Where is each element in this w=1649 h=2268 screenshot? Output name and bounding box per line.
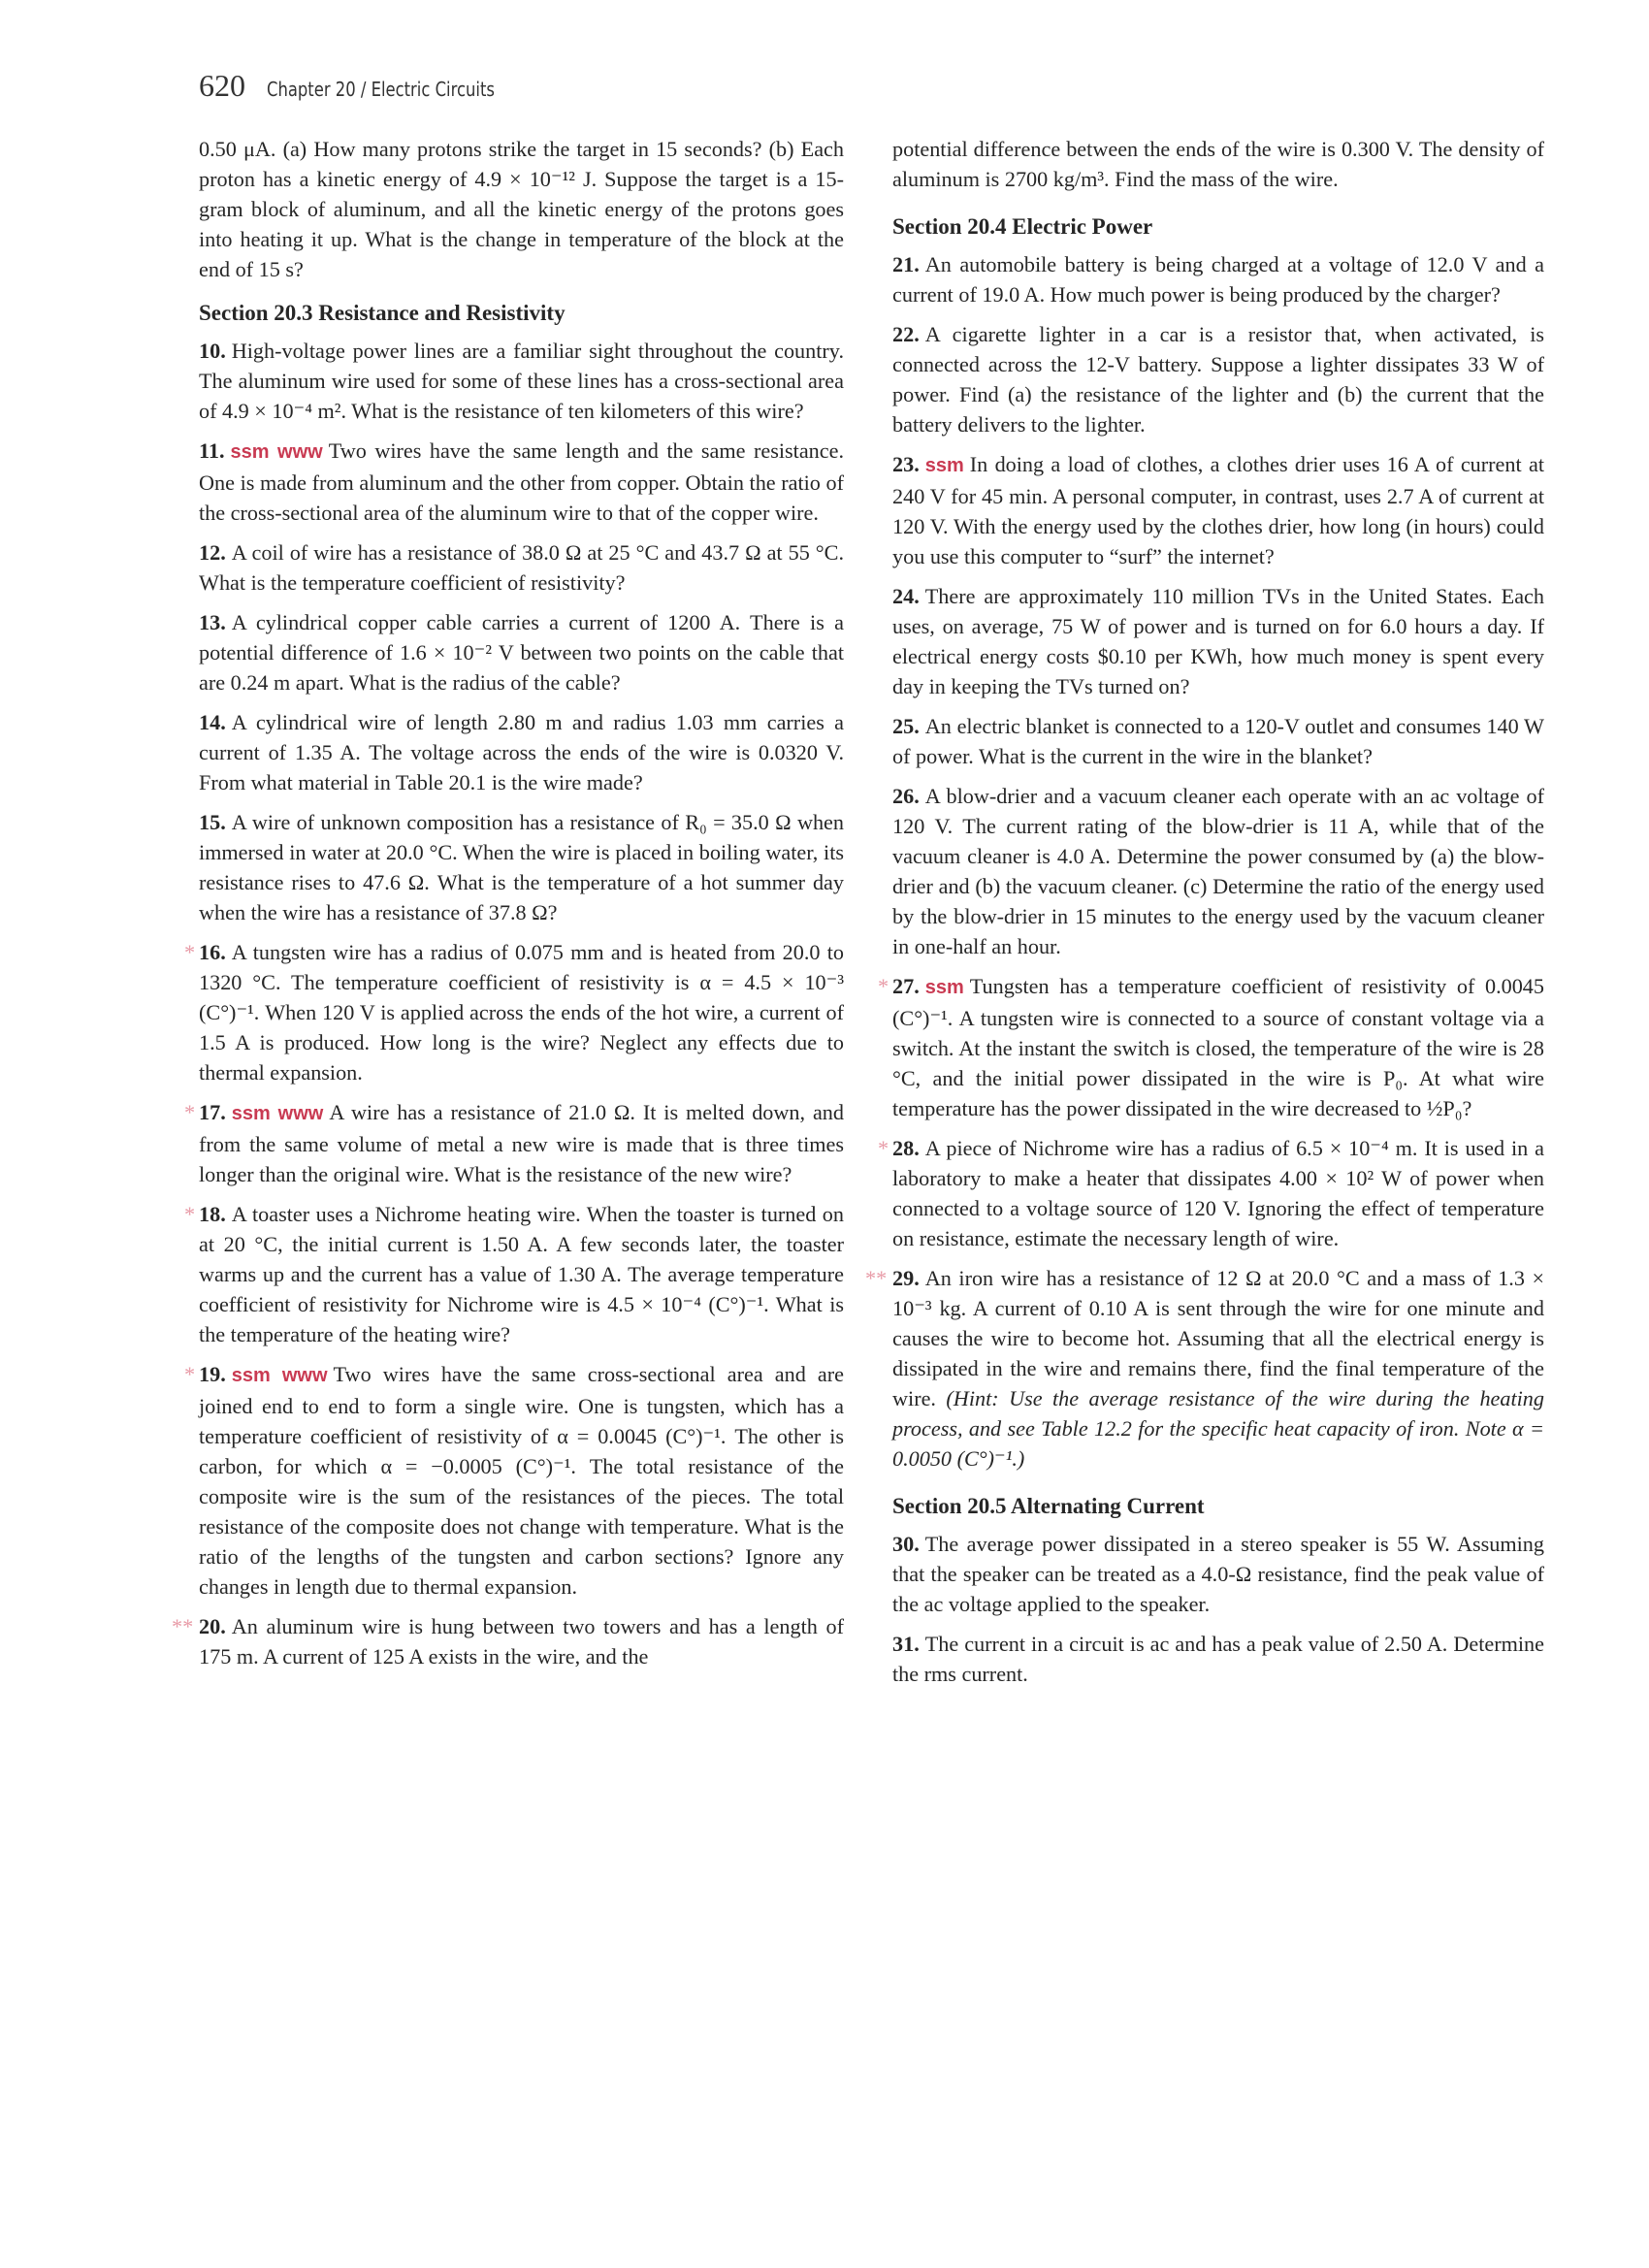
problem-item: [892, 249, 1544, 309]
problem-number: 12.: [199, 540, 226, 565]
problem-item: [199, 607, 844, 697]
section-title: Section 20.3 Resistance and Resistivity: [199, 301, 566, 325]
problem-number: 10.: [199, 339, 226, 363]
problem-number: 29.: [892, 1266, 920, 1290]
problem-list: [172, 336, 844, 1671]
problem-item: [892, 581, 1544, 701]
problem-hint: (Hint: Use the average resistance of the wire during the heating process, and see Table 12.2 for the specific heat capacity of iron. Note α = 0.0050 (C°)⁻¹.): [892, 1386, 1544, 1471]
chapter-title: Chapter 20 / Electric Circuits: [267, 78, 495, 101]
problem-text: A wire has a resistance of 21.0 Ω. It is melted down, and from the same volume of metal a new wire is made that is three times longer than the original wire. What is the resistance of the new wire?: [199, 1100, 844, 1186]
page-header: [199, 68, 544, 104]
problem-number: 22.: [892, 322, 920, 346]
problem-number: 19.: [199, 1362, 226, 1386]
section-title: Section 20.5 Alternating Current: [892, 1494, 1205, 1518]
problem-number: 20.: [199, 1614, 226, 1638]
page-number: 620: [199, 68, 245, 103]
difficulty-marker: *: [184, 1202, 196, 1226]
problem-number: 11.: [199, 438, 225, 463]
problem-number: 16.: [199, 940, 226, 964]
problem-text: A cylindrical copper cable carries a current of 1200 A. There is a potential difference of 1.6 × 10⁻² V between two points on the cable that are 0.24 m apart. What is the radius of the cable?: [199, 610, 844, 695]
problem-number: 13.: [199, 610, 226, 634]
problem-text: An electric blanket is connected to a 120-V outlet and consumes 140 W of power. What is the current in the wire in the blanket?: [892, 714, 1544, 768]
problem-text: A coil of wire has a resistance of 38.0 Ω at 25 °C and 43.7 Ω at 55 °C. What is the temperature coefficient of resistivity?: [199, 540, 844, 595]
problem-text: The average power dissipated in a stereo speaker is 55 W. Assuming that the speaker can be treated as a 4.0-Ω resistance, find the peak value of the ac voltage applied to the speaker.: [892, 1532, 1544, 1616]
section-title: Section 20.4 Electric Power: [892, 214, 1153, 239]
problem-number: 28.: [892, 1136, 920, 1160]
difficulty-marker: *: [878, 1136, 889, 1160]
continuation-text: 0.50 μA. (a) How many protons strike the target in 15 seconds? (b) Each proton has a kinetic energy of 4.9 × 10⁻¹² J. Suppose the target is a 15-gram block of aluminum, and all the kinetic energy of the protons goes into heating it up. What is the change in temperature of the block at the end of 15 s?: [199, 137, 844, 281]
problem-item: [184, 1097, 844, 1189]
problem-text: There are approximately 110 million TVs in the United States. Each uses, on average, 75 W of power and is turned on for 6.0 hours a day. If electrical energy costs $0.10 per KWh, how much money is spent every day in keeping the TVs turned on?: [892, 584, 1544, 698]
problem-number: 18.: [199, 1202, 226, 1226]
problem-number: 23.: [892, 452, 920, 476]
problem-item: [184, 1359, 844, 1602]
resource-tag: ssm: [924, 977, 964, 998]
problem-item: [199, 336, 844, 426]
problem-text: A toaster uses a Nichrome heating wire. When the toaster is turned on at 20 °C, the initial current is 1.50 A. A few seconds later, the toaster warms up and the current has a value of 1.30 A. The average temperature coefficient of resistivity for Nichrome wire is 4.5 × 10⁻⁴ (C°)⁻¹. What is the temperature of the heating wire?: [199, 1202, 844, 1346]
problem-item: [199, 537, 844, 598]
problem-number: 17.: [199, 1100, 226, 1124]
problem-item: [892, 319, 1544, 439]
problem-number: 30.: [892, 1532, 920, 1556]
resource-tag: ssm www: [231, 1365, 328, 1386]
problem-number: 26.: [892, 784, 920, 808]
problem-item: [892, 1529, 1544, 1619]
problem-item: [892, 1629, 1544, 1689]
difficulty-marker: *: [184, 1100, 196, 1124]
problem-text: A cigarette lighter in a car is a resistor that, when activated, is connected across the 12-V battery. Suppose a lighter dissipates 33 W of power. Find (a) the resistance of the lighter and (b) the current that the battery delivers to the lighter.: [892, 322, 1544, 437]
problem-item: [892, 711, 1544, 771]
problem-text: In doing a load of clothes, a clothes drier uses 16 A of current at 240 V for 45 min. A personal computer, in contrast, uses 2.7 A of current at 120 V. With the energy used by the clothes drier, how long (in hours) could you use this computer to “surf” the internet?: [892, 452, 1544, 568]
difficulty-marker: *: [878, 974, 889, 998]
resource-tag: ssm: [924, 455, 964, 476]
difficulty-marker: *: [184, 940, 196, 964]
problem-number: 31.: [892, 1632, 920, 1656]
problem-text: High-voltage power lines are a familiar sight throughout the country. The aluminum wire used for some of these lines has a cross-sectional area of 4.9 × 10⁻⁴ m². What is the resistance of ten kilometers of this wire?: [199, 339, 844, 423]
problem-item: [172, 1611, 844, 1671]
problem-item: [199, 707, 844, 797]
problem-text: The current in a circuit is ac and has a peak value of 2.50 A. Determine the rms current.: [892, 1632, 1544, 1686]
problem-list: [865, 249, 1544, 1474]
problem-item: [865, 1263, 1544, 1474]
problem-text: An automobile battery is being charged at a voltage of 12.0 V and a current of 19.0 A. How much power is being produced by the charger?: [892, 252, 1544, 307]
problem-text: Tungsten has a temperature coefficient of resistivity of 0.0045 (C°)⁻¹. A tungsten wire is connected to a source of constant voltage via a switch. At the instant the switch is closed, the temperature of the wire is 28 °C, and the initial power dissipated in the wire is P₀. At what wire temperature has the power dissipated in the wire decreased to ½P₀?: [892, 974, 1544, 1120]
difficulty-marker: *: [184, 1362, 196, 1386]
problem-number: 25.: [892, 714, 920, 738]
problem-text: A wire of unknown composition has a resistance of R₀ = 35.0 Ω when immersed in water at 20.0 °C. When the wire is placed in boiling water, its resistance rises to 47.6 Ω. What is the temperature of a hot summer day when the wire has a resistance of 37.8 Ω?: [199, 810, 844, 924]
problem-number: 27.: [892, 974, 920, 998]
problem-item: [184, 937, 844, 1087]
problem-text: An iron wire has a resistance of 12 Ω at 20.0 °C and a mass of 1.3 × 10⁻³ kg. A current of 0.10 A is sent through the wire for one minute and causes the wire to become hot. Assuming that all the electrical energy is dissipated in the wire and remains there, find the final temperature of the wire.: [892, 1266, 1544, 1410]
problem-item: [892, 449, 1544, 571]
problem-item: [199, 807, 844, 927]
problem-list: [892, 1529, 1544, 1689]
problem-number: 14.: [199, 710, 226, 734]
continuation-text: potential difference between the ends of the wire is 0.300 V. The density of aluminum is 2700 kg/m³. Find the mass of the wire.: [892, 137, 1544, 191]
problem-number: 21.: [892, 252, 920, 276]
problem-item: [878, 971, 1544, 1123]
problem-text: A tungsten wire has a radius of 0.075 mm and is heated from 20.0 to 1320 °C. The temperature coefficient of resistivity is α = 4.5 × 10⁻³ (C°)⁻¹. When 120 V is applied across the ends of the hot wire, a current of 1.5 A is produced. How long is the wire? Neglect any effects due to thermal expansion.: [199, 940, 844, 1085]
difficulty-marker: **: [172, 1614, 194, 1638]
problem-number: 24.: [892, 584, 920, 608]
problem-text: Two wires have the same cross-sectional area and are joined end to end to form a single wire. One is tungsten, which has a temperature coefficient of resistivity of α = 0.0045 (C°)⁻¹. The other is carbon, for which α = −0.0005 (C°)⁻¹. The total resistance of the composite wire is the sum of the resistances of the pieces. The total resistance of the composite does not change with temperature. What is the ratio of the lengths of the tungsten and carbon sections? Ignore any changes in length due to thermal expansion.: [199, 1362, 844, 1599]
problem-item: [184, 1199, 844, 1349]
left-column: [172, 134, 844, 1681]
problem-text: A cylindrical wire of length 2.80 m and radius 1.03 mm carries a current of 1.35 A. The voltage across the ends of the wire is 0.0320 V. From what material in Table 20.1 is the wire made?: [199, 710, 844, 794]
problem-text: A blow-drier and a vacuum cleaner each operate with an ac voltage of 120 V. The current rating of the blow-drier is 11 A, while that of the vacuum cleaner is 4.0 A. Determine the power consumed by (a) the blow-drier and (b) the vacuum cleaner. (c) Determine the ratio of the energy used by the blow-drier in 15 minutes to the energy used by the vacuum cleaner in one-half an hour.: [892, 784, 1544, 958]
problem-number: 15.: [199, 810, 226, 834]
right-column: [865, 134, 1544, 1699]
difficulty-marker: **: [865, 1266, 888, 1290]
problem-text: Two wires have the same length and the same resistance. One is made from aluminum and the other from copper. Obtain the ratio of the cross-sectional area of the aluminum wire to that of the copper wire.: [199, 438, 844, 525]
problem-item: [199, 436, 844, 528]
problem-text: A piece of Nichrome wire has a radius of 6.5 × 10⁻⁴ m. It is used in a laboratory to make a heater that dissipates 4.00 × 10² W of power when connected to a voltage source of 120 V. Ignoring the effect of temperature on resistance, estimate the necessary length of wire.: [892, 1136, 1544, 1250]
problem-item: [878, 1133, 1544, 1253]
resource-tag: ssm www: [230, 441, 323, 463]
problem-item: [892, 781, 1544, 961]
problem-text: An aluminum wire is hung between two towers and has a length of 175 m. A current of 125 A exists in the wire, and the: [199, 1614, 844, 1669]
resource-tag: ssm www: [231, 1103, 324, 1124]
